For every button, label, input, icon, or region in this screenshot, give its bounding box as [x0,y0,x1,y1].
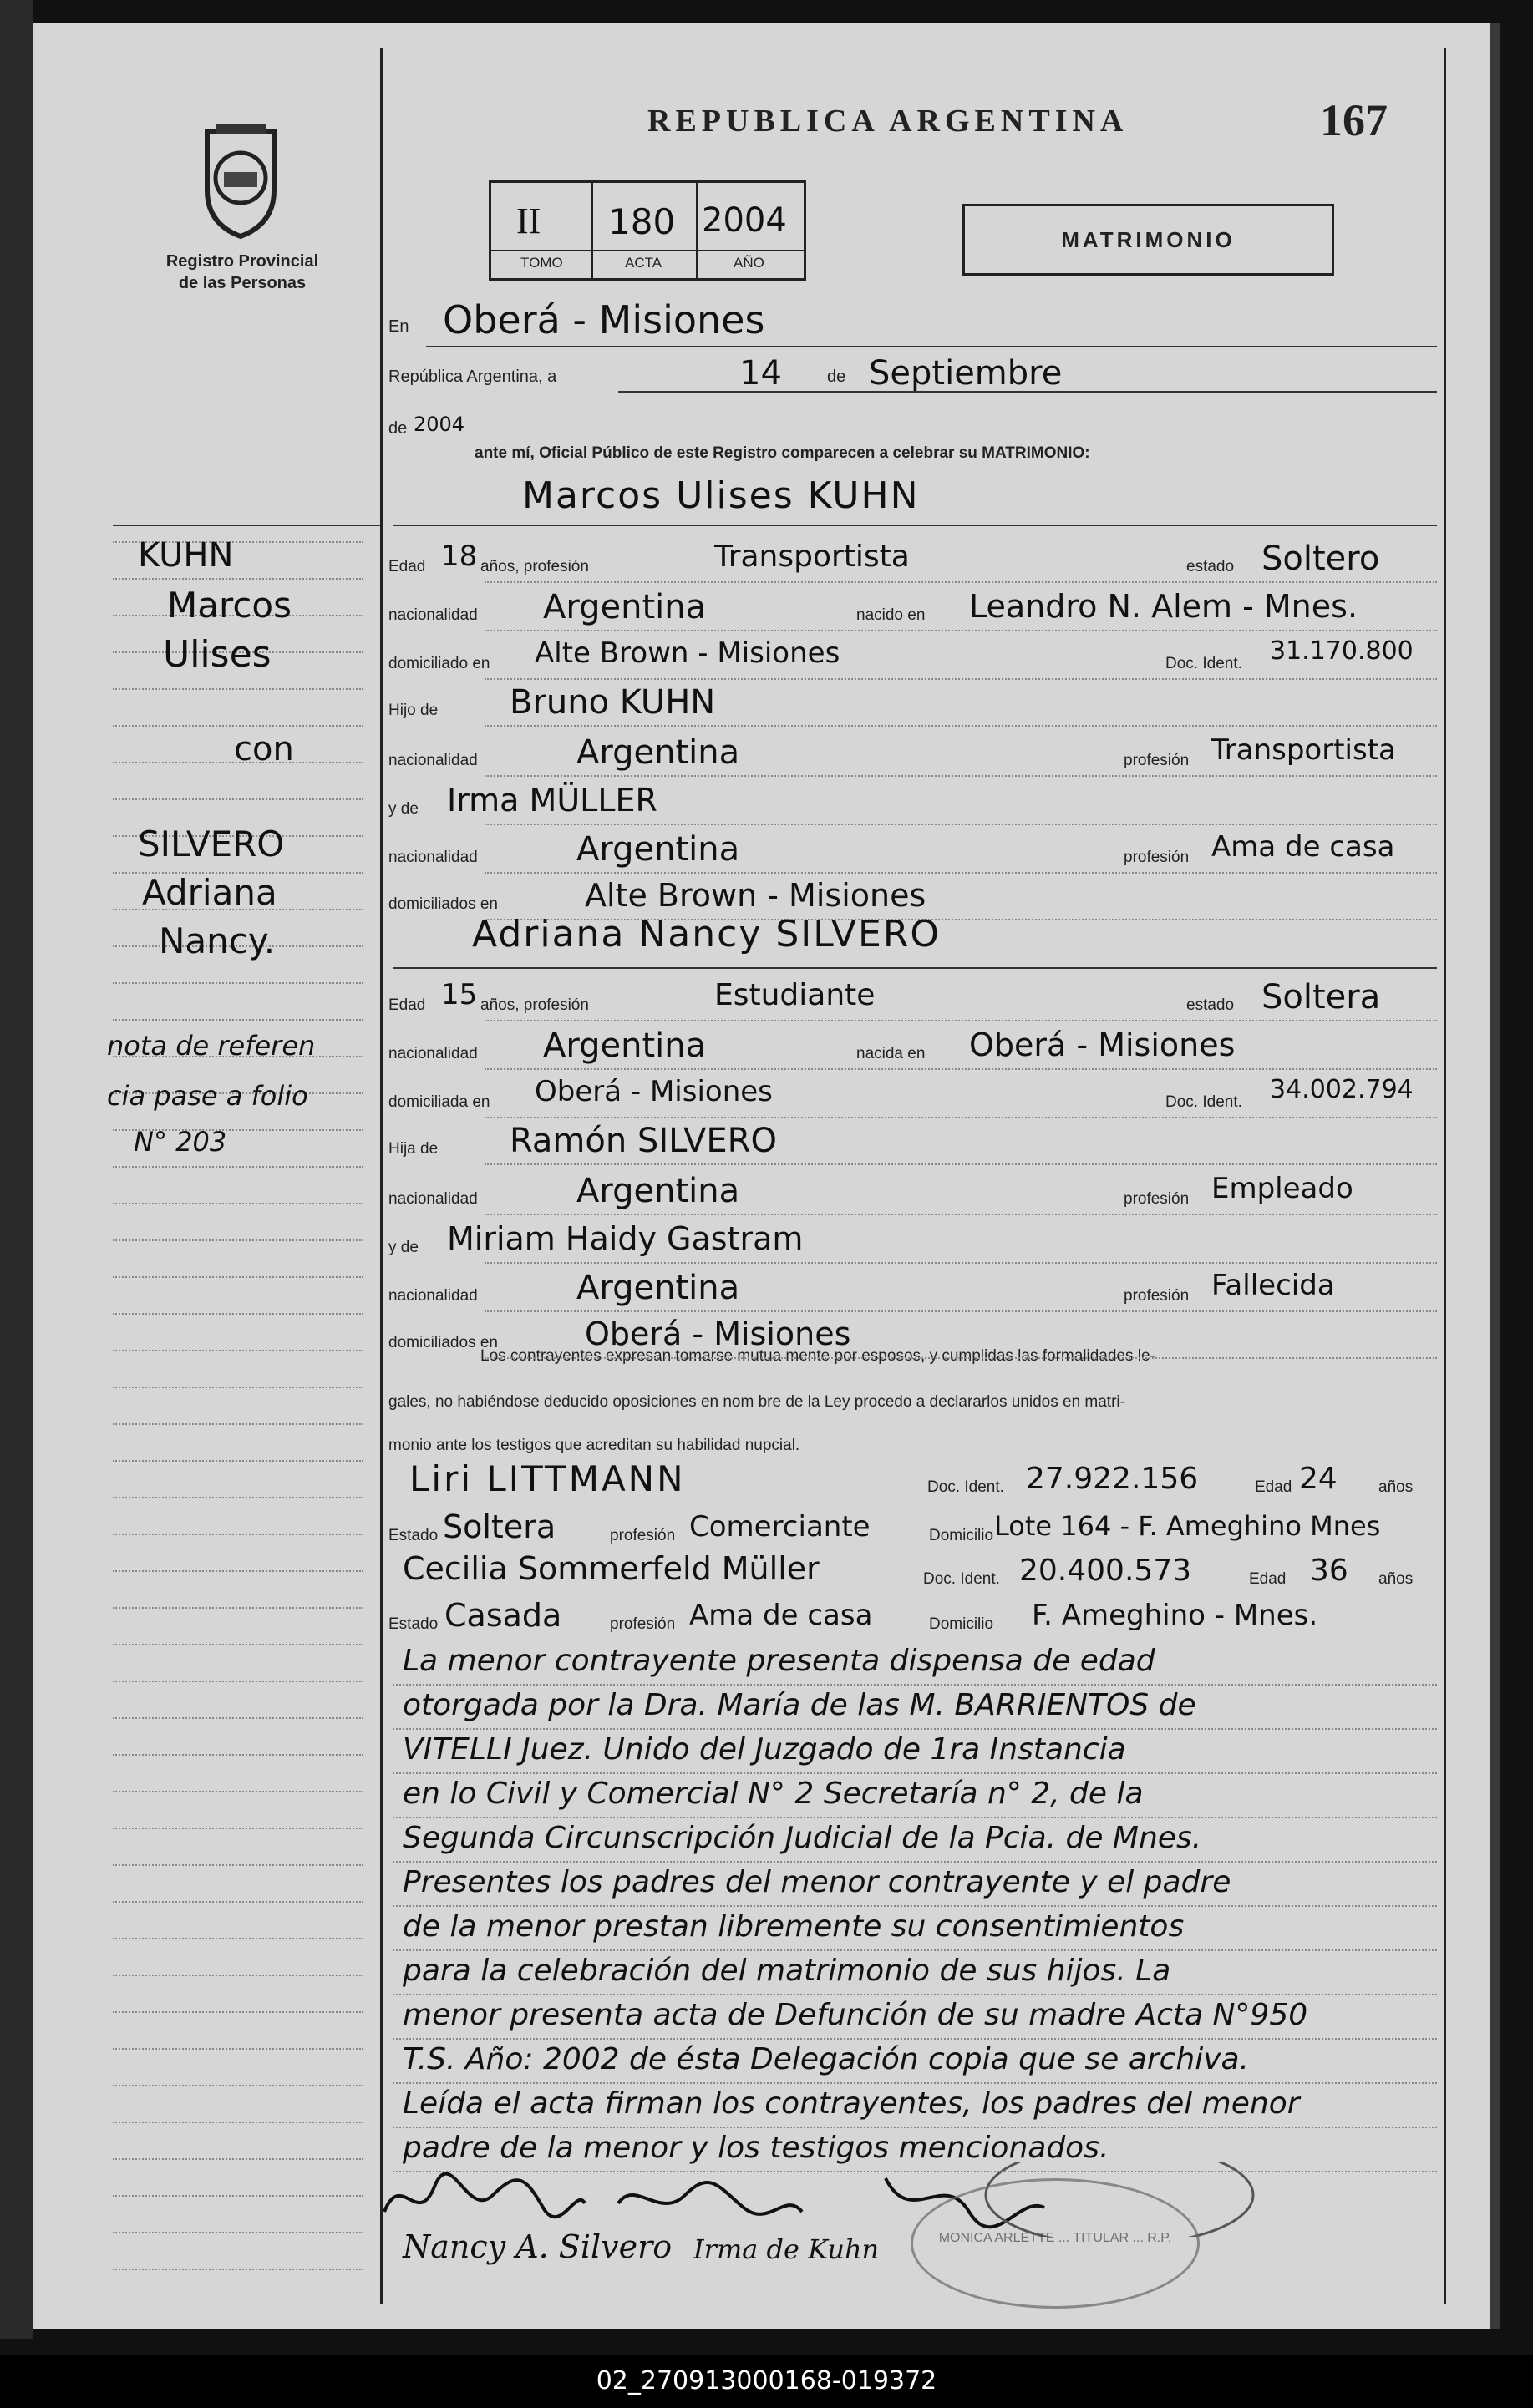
observation-line: La menor contrayente presenta dispensa de edad [403,1644,1155,1678]
folio-number: 167 [1320,95,1388,145]
observation-ruling [393,1949,1437,1951]
groom-mother-prof-label: profesión [1124,849,1190,866]
margin-ruling [113,1754,363,1756]
groom-estado: Soltero [1261,540,1380,578]
en-label: En [388,317,409,336]
observation-line: Presentes los padres del menor contrayente y el padre [403,1865,1231,1899]
groom-mother-prof: Ama de casa [1211,830,1395,864]
observation-ruling [393,2082,1437,2084]
witness-2-edad-label: Edad [1249,1570,1287,1588]
record-ruling [485,1214,1437,1215]
witness-1-edad-label: Edad [1255,1478,1292,1496]
observation-ruling [393,1994,1437,1995]
margin-ruling [113,1864,363,1866]
signature-row-1 [368,2162,1454,2237]
bride-doc-label: Doc. Ident. [1165,1093,1242,1111]
bride-domicilio: Oberá - Misiones [535,1075,773,1108]
bride-father-nac: Argentina [576,1172,740,1210]
margin-ruling [113,688,363,690]
anio-label: AÑO [734,255,764,271]
witness-2-dom-label: Domicilio [929,1615,994,1633]
groom-doc: 31.170.800 [1270,636,1414,666]
margin-ruling [113,1975,363,1976]
groom-full-name: Marcos Ulises KUHN [522,474,920,517]
margin-ruling [113,1570,363,1572]
reference-cell-divider [696,183,698,278]
acta-value: 180 [608,201,676,242]
observation-line: para la celebración del matrimonio de sus hijos. La [403,1954,1171,1988]
groom-estado-label: estado [1186,558,1235,575]
reference-box [489,180,806,281]
bride-nacionalidad: Argentina [543,1027,707,1065]
margin-ruling [113,2158,363,2160]
groom-doc-label: Doc. Ident. [1165,655,1242,672]
margin-ruling [113,1313,363,1315]
record-ruling [485,1068,1437,1070]
margin-ruling [113,2232,363,2233]
margin-ruling [113,1717,363,1719]
observation-ruling [393,1817,1437,1818]
witness-1-doc: 27.922.156 [1026,1462,1199,1496]
record-ruling [485,1163,1437,1165]
margin-ruling [113,1387,363,1388]
registry-name [142,251,343,294]
image-id: 02_270913000168-019372 [596,2366,937,2395]
margin-ruling [113,1534,363,1535]
bride-estado: Soltera [1261,978,1381,1016]
observation-ruling [393,1772,1437,1774]
margin-ruling [113,1019,363,1021]
reference-cell-divider [591,183,593,278]
margin-ruling [113,1203,363,1204]
ceremony-month: Septiembre [869,354,1063,393]
groom-mother: Irma MÜLLER [447,782,657,819]
record-ruling [485,1262,1437,1264]
observation-line: en lo Civil y Comercial N° 2 Secretaría n° 2, de la [403,1777,1144,1811]
witness-1-anos-label: años [1378,1478,1414,1496]
bride-father-prof-label: profesión [1124,1190,1190,1208]
observation-line: otorgada por la Dra. María de las M. BARRIENTOS de [403,1688,1196,1722]
bride-mother-prof-label: profesión [1124,1287,1190,1305]
witness-2-anos-label: años [1378,1570,1414,1588]
margin-ruling [113,2195,363,2197]
bride-full-name: Adriana Nancy SILVERO [472,913,942,956]
intro-rule [393,525,1437,526]
record-ruling [485,775,1437,777]
witness-1-dom-label: Domicilio [929,1527,994,1544]
margin-ruling [113,798,363,800]
witness-2-domicilio: F. Ameghino - Mnes. [1032,1599,1318,1632]
record-ruling [485,1310,1437,1312]
margin-ruling [113,1607,363,1609]
margin-note-line: Adriana [142,872,277,913]
acta-label: ACTA [625,255,662,271]
witness-1-domicilio: Lote 164 - F. Ameghino Mnes [994,1510,1381,1542]
groom-father-prof-label: profesión [1124,752,1190,769]
intro-text: ante mí, Oficial Público de este Registro comparecen a celebrar su MATRIMONIO: [475,444,1090,462]
registry-line-2: de las Personas [178,274,307,292]
margin-ruling [113,1901,363,1903]
bride-parents-dom-label: domiciliados en [388,1334,498,1351]
bride-father-prof: Empleado [1211,1172,1353,1205]
bride-and-of-label: y de [388,1239,419,1256]
margin-ruling [113,2122,363,2123]
intro-rule [426,346,1437,347]
ceremony-year: 2004 [414,413,465,436]
bride-name-rule [393,967,1437,969]
bride-mother: Miriam Haidy Gastram [447,1220,804,1257]
margin-ruling [113,1239,363,1241]
groom-father-prof: Transportista [1211,733,1396,767]
witness-2-estado: Casada [444,1597,562,1634]
official-stamp [911,2178,1200,2309]
witness-1-doc-label: Doc. Ident. [927,1478,1004,1496]
margin-ruling [113,1460,363,1462]
record-ruling [485,1357,1437,1359]
de2-label: de [388,419,408,438]
observation-line: VITELLI Juez. Unido del Juzgado de 1ra Instancia [403,1732,1126,1767]
intro-rule [618,391,1437,393]
observation-line: padre de la menor y los testigos mencionados. [403,2131,1109,2165]
reference-label-rule [491,250,804,251]
stamp-text: MONICA ARLETTE ... TITULAR ... R.P. [938,2231,1172,2245]
margin-note-line: KUHN [138,536,234,575]
margin-ruling [113,578,363,580]
margin-note-line: Ulises [163,633,272,676]
witness-2-prof-label: profesión [610,1615,676,1633]
republica-label: República Argentina, a [388,368,557,386]
margin-note-line: Marcos [167,585,292,626]
margin-ruling [113,1166,363,1168]
bride-mother-nac: Argentina [576,1269,740,1307]
observation-ruling [393,1684,1437,1686]
margin-ruling [113,2269,363,2270]
registry-line-1: Registro Provincial [165,252,319,271]
observation-line: Leída el acta firman los contrayentes, los padres del menor [403,2086,1300,2121]
bride-mother-nac-label: nacionalidad [388,1287,478,1305]
groom-profesion: Transportista [714,540,910,574]
margin-note-line: con [234,730,294,768]
groom-nac-label: nacionalidad [388,606,478,624]
groom-child-of-label: Hijo de [388,702,439,719]
margin-ruling [113,1938,363,1939]
margin-ruling [113,1681,363,1682]
signature-groom-mother: Irma de Kuhn [693,2233,880,2265]
groom-edad: 18 [441,540,478,573]
observation-line: de la menor prestan libremente su consentimientos [403,1909,1185,1944]
margin-ruling [113,1497,363,1498]
groom-mother-nac-label: nacionalidad [388,849,478,866]
groom-born: Leandro N. Alem - Mnes. [969,588,1358,625]
act-type: MATRIMONIO [1061,226,1236,252]
record-ruling [485,824,1437,825]
provincial-seal-icon [190,115,291,245]
witness-2-name: Cecilia Sommerfeld Müller [403,1550,820,1587]
groom-father-nac-label: nacionalidad [388,752,478,769]
bride-profesion: Estudiante [714,978,876,1012]
observation-ruling [393,1905,1437,1907]
bride-nac-label: nacionalidad [388,1045,478,1062]
margin-top-rule [113,525,380,526]
record-ruling [485,1117,1437,1118]
bride-born: Oberá - Misiones [969,1027,1236,1063]
observation-line: T.S. Año: 2002 de ésta Delegación copia que se archiva. [403,2042,1250,2076]
margin-ruling [113,2085,363,2086]
act-type-box [962,204,1334,276]
record-ruling [485,678,1437,680]
margin-ruling [113,2011,363,2013]
witness-1-name: Liri LITTMANN [409,1458,686,1499]
margin-ruling [113,1644,363,1645]
observation-ruling [393,2127,1437,2128]
groom-born-label: nacido en [856,606,926,624]
margin-ruling [113,725,363,727]
observation-ruling [393,2171,1437,2172]
witness-1-edad: 24 [1299,1462,1338,1496]
bride-born-label: nacida en [856,1045,926,1062]
country-heading: REPUBLICA ARGENTINA [647,104,1129,139]
bride-dom-label: domiciliada en [388,1093,490,1111]
margin-note-line: SILVERO [138,824,285,864]
margin-ruling [113,1276,363,1278]
groom-parents-dom: Alte Brown - Misiones [585,877,926,914]
tomo-value: II [516,200,541,241]
margin-ruling [113,982,363,984]
groom-nacionalidad: Argentina [543,588,707,626]
observation-line: Segunda Circunscripción Judicial de la Pcia. de Mnes. [403,1821,1202,1855]
signature-bride: Nancy A. Silvero [403,2228,673,2265]
margin-ruling [113,1828,363,1829]
book-spine [0,0,33,2339]
margin-ruling [113,1350,363,1351]
witness-1-prof-label: profesión [610,1527,676,1544]
margin-ruling [113,2048,363,2050]
groom-domicilio: Alte Brown - Misiones [535,636,840,670]
margin-ruling [113,1423,363,1425]
bride-anos-prof-label: años, profesión [480,996,589,1014]
groom-father: Bruno KUHN [510,683,716,722]
right-border [1444,48,1446,2304]
witness-2-estado-label: Estado [388,1615,439,1633]
declaration-line-3: monio ante los testigos que acreditan su habilidad nupcial. [388,1437,800,1454]
groom-mother-nac: Argentina [576,830,740,869]
tomo-label: TOMO [520,255,563,271]
groom-edad-label: Edad [388,558,426,575]
bride-estado-label: estado [1186,996,1235,1014]
bride-child-of-label: Hija de [388,1140,439,1158]
witness-1-profesion: Comerciante [689,1510,871,1544]
groom-father-nac: Argentina [576,733,740,772]
record-ruling [485,725,1437,727]
groom-dom-label: domiciliado en [388,655,490,672]
bride-mother-prof: Fallecida [1211,1269,1335,1302]
bride-doc: 34.002.794 [1270,1075,1414,1104]
margin-note-line: cia pase a folio [107,1080,308,1112]
margin-note-line: nota de referen [107,1030,316,1062]
groom-parents-dom-label: domiciliados en [388,895,498,913]
witness-2-profesion: Ama de casa [689,1599,873,1632]
declaration-line-1: Los contrayentes expresan tomarse mutua mente por esposos, y cumplidas las formalidades le- [480,1347,1155,1365]
observation-ruling [393,1728,1437,1730]
margin-ruling [113,1791,363,1792]
bride-edad-label: Edad [388,996,426,1014]
witness-1-estado-label: Estado [388,1527,439,1544]
bride-parents-dom: Oberá - Misiones [585,1316,851,1352]
observation-ruling [393,2038,1437,2040]
witness-1-estado: Soltera [443,1508,556,1545]
witness-2-edad: 36 [1310,1554,1348,1588]
ceremony-day: 14 [739,354,782,393]
de-label: de [827,368,846,386]
record-ruling [485,1020,1437,1021]
register-page [33,23,1500,2329]
observation-line: menor presenta acta de Defunción de su madre Acta N°950 [403,1998,1308,2032]
bride-father: Ramón SILVERO [510,1122,777,1160]
margin-note-line: N° 203 [134,1126,227,1158]
declaration-line-2: gales, no habiéndose deducido oposiciones en nom bre de la Ley procedo a declararlos unidos en matri- [388,1393,1125,1411]
witness-2-doc: 20.400.573 [1019,1554,1192,1588]
record-ruling [485,872,1437,874]
column-divider [380,48,383,2304]
record-ruling [485,630,1437,631]
anio-value: 2004 [702,201,787,240]
groom-anos-prof-label: años, profesión [480,558,589,575]
bride-father-nac-label: nacionalidad [388,1190,478,1208]
ceremony-place: Oberá - Misiones [443,297,765,342]
observation-ruling [393,1861,1437,1863]
bride-edad: 15 [441,978,478,1011]
witness-2-doc-label: Doc. Ident. [923,1570,1000,1588]
record-ruling [485,581,1437,583]
margin-note-line: Nancy. [159,920,276,961]
groom-and-of-label: y de [388,800,419,818]
